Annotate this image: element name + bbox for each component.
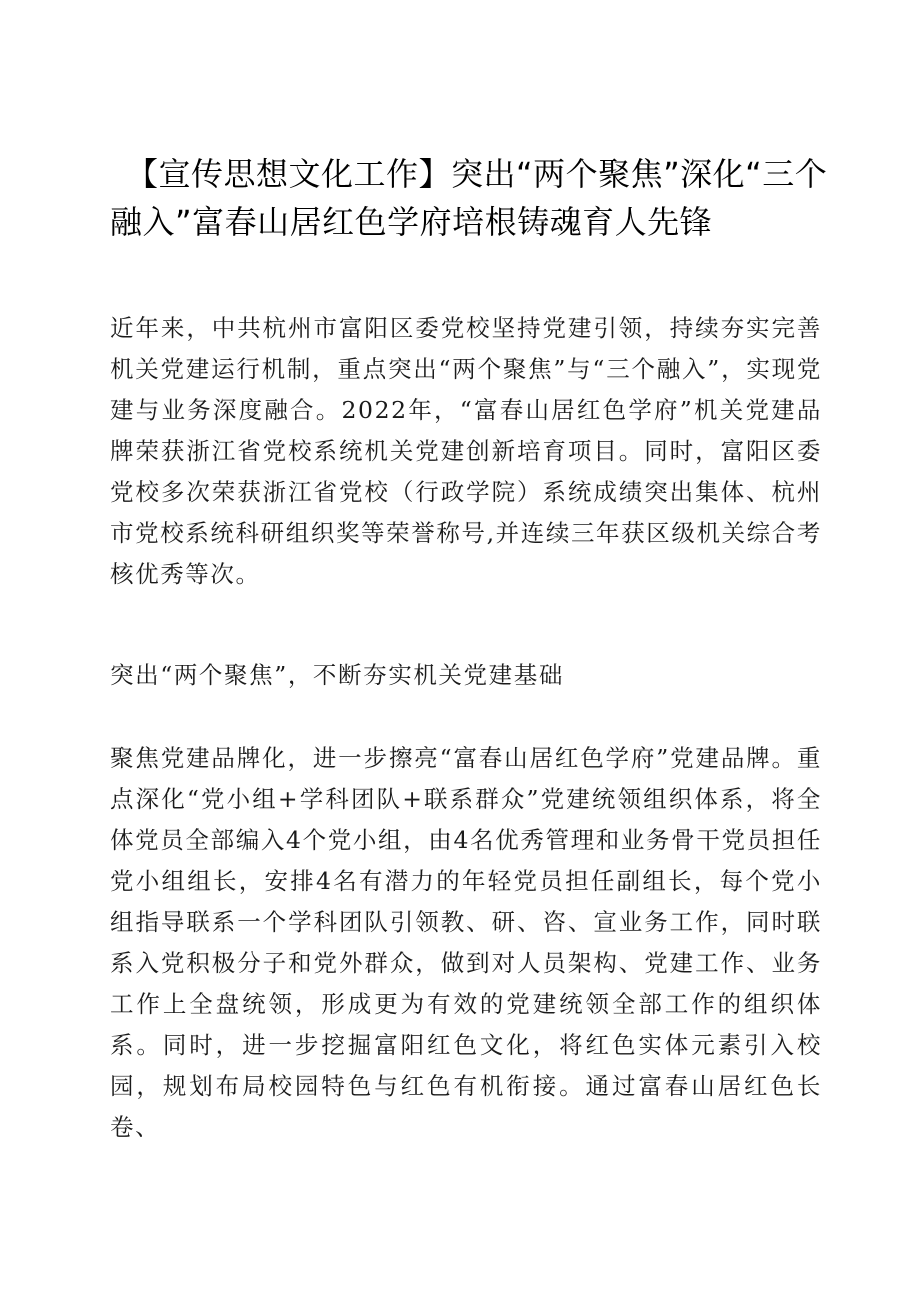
section-heading: 突出“两个聚焦”，不断夯实机关党建基础 (110, 661, 564, 689)
intro-paragraph: 近年来，中共杭州市富阳区委党校坚持党建引领，持续夯实完善机关党建运行机制，重点突出“两个聚焦”与“三个融入”，实现党建与业务深度融合。2022年，“富春山居红色学府”机关党建品牌荣获浙江省党校系统机关党建创新培育项目。同时，富阳区委党校多次荣获浙江省党校（行政学院）系统成绩突出集体、杭州市党校系统科研组织奖等荣誉称号,并连续三年获区级机关综合考核优秀等次。 (110, 314, 822, 588)
document-title: 【宣传思想文化工作】突出“两个聚焦”深化“三个融入”富春山居红色学府培根铸魂育人先锋 (110, 155, 828, 241)
body-paragraph: 聚焦党建品牌化，进一步擦亮“富春山居红色学府”党建品牌。重点深化“党小组+学科团队+联系群众”党建统领组织体系，将全体党员全部编入4个党小组，由4名优秀管理和业务骨干党员担任党小组组长，安排4名有潜力的年轻党员担任副组长，每个党小组指导联系一个学科团队引领教、研、咨、宣业务工作，同时联系入党积极分子和党外群众，做到对人员架构、党建工作、业务工作上全盘统领，形成更为有效的党建统领全部工作的组织体系。同时，进一步挖掘富阳红色文化，将红色实体元素引入校园，规划布局校园特色与红色有机衔接。通过富春山居红色长卷、 (110, 744, 822, 1141)
